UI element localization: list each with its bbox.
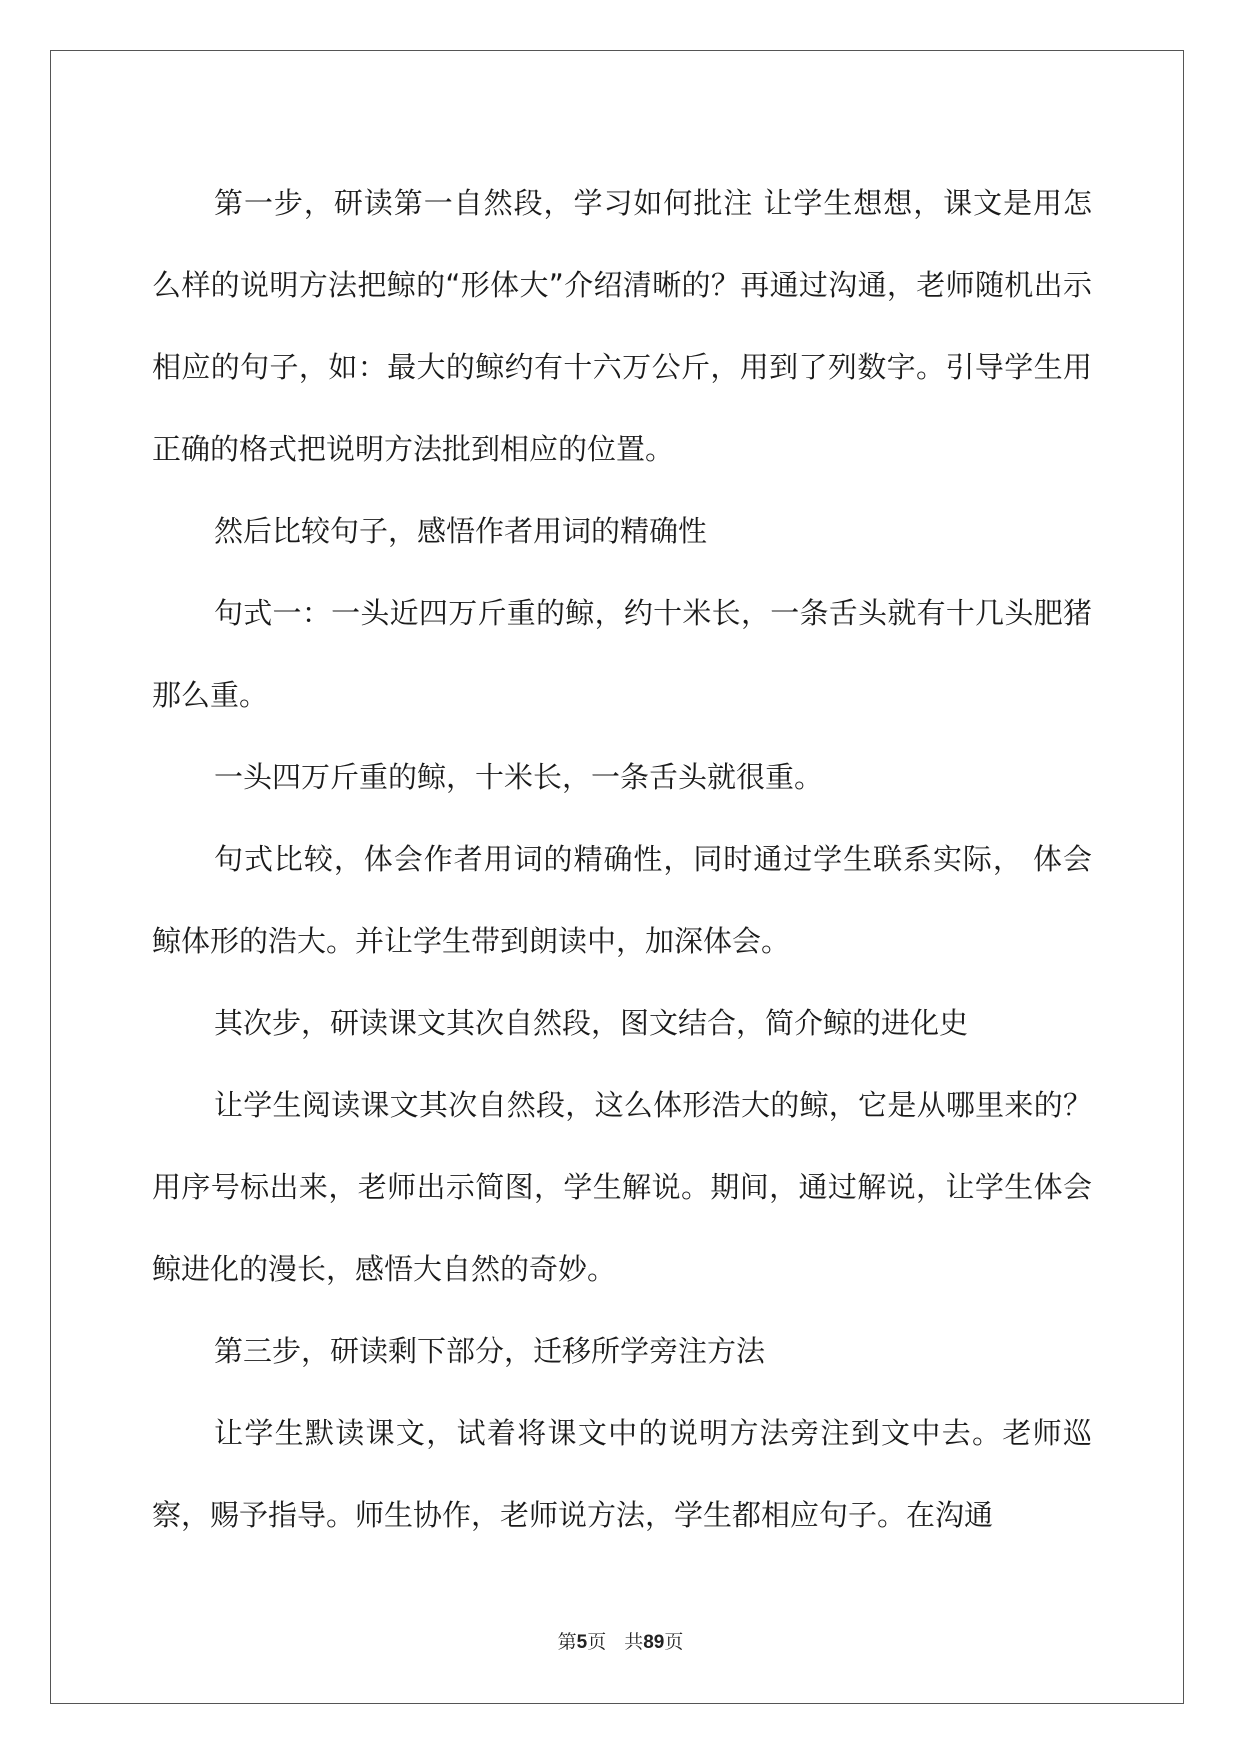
paragraph-1: 第一步，研读第一自然段，学习如何批注 让学生想想，课文是用怎么样的说明方法把鲸的“形体大”介绍清晰的？再通过沟通，老师随机出示相应的句子，如：最大的鲸约有十六万公斤，用到了列数字。引导学生用正确的格式把说明方法批到相应的位置。 bbox=[152, 186, 1092, 466]
total-pages: 89 bbox=[643, 1632, 665, 1653]
page-number: 5 bbox=[576, 1632, 588, 1653]
page-prefix: 第 bbox=[557, 1631, 577, 1653]
paragraph-5: 句式比较，体会作者用词的精确性，同时通过学生联系实际， 体会鲸体形的浩大。并让学生带到朗读中，加深体会。 bbox=[152, 842, 1092, 958]
paragraph-4: 一头四万斤重的鲸，十米长，一条舌头就很重。 bbox=[214, 760, 824, 794]
paragraph-3: 句式一：一头近四万斤重的鲸，约十米长，一条舌头就有十几头肥猪那么重。 bbox=[152, 596, 1092, 712]
paragraph-2: 然后比较句子，感悟作者用词的精确性 bbox=[214, 514, 708, 548]
total-prefix: 共 bbox=[624, 1631, 644, 1653]
paragraph-7: 让学生阅读课文其次自然段，这么体形浩大的鲸，它是从哪里来的？用序号标出来，老师出示简图，学生解说。期间，通过解说，让学生体会鲸进化的漫长，感悟大自然的奇妙。 bbox=[152, 1088, 1092, 1286]
paragraph-8: 第三步，研读剩下部分，迁移所学旁注方法 bbox=[214, 1334, 766, 1368]
page-footer bbox=[0, 1627, 1241, 1654]
paragraph-6: 其次步，研读课文其次自然段，图文结合，简介鲸的进化史 bbox=[214, 1006, 969, 1040]
document-body bbox=[152, 162, 1092, 1556]
total-suffix: 页 bbox=[664, 1631, 684, 1653]
page-suffix: 页 bbox=[587, 1631, 607, 1653]
paragraph-9: 让学生默读课文，试着将课文中的说明方法旁注到文中去。老师巡察，赐予指导。师生协作，老师说方法，学生都相应句子。在沟通 bbox=[152, 1416, 1092, 1532]
